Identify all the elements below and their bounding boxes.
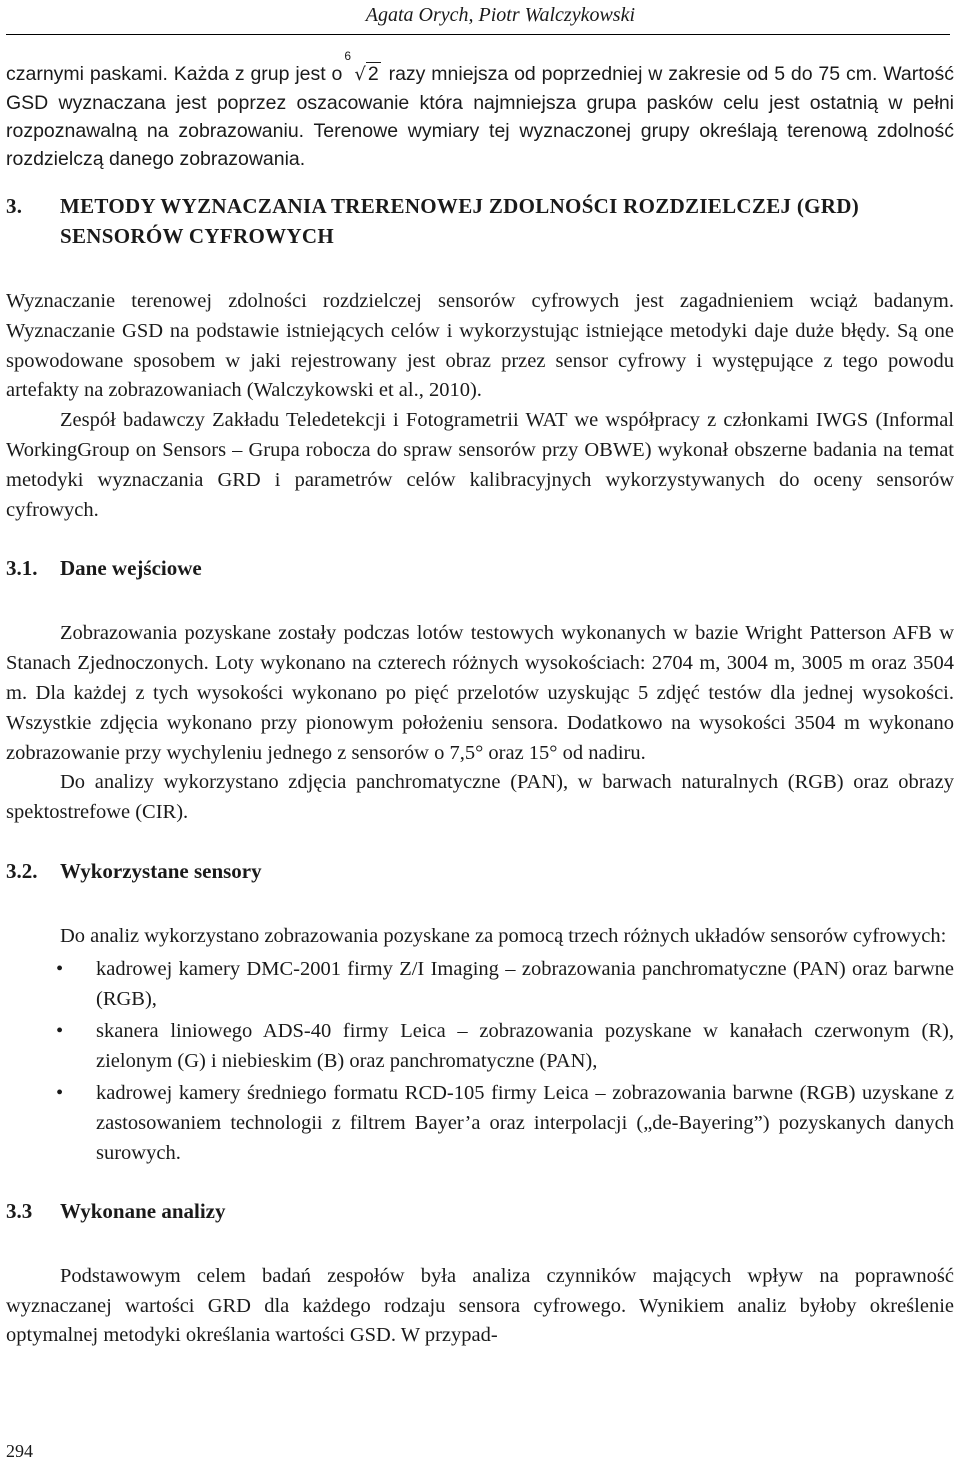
spacer xyxy=(6,1226,954,1262)
bullet-icon: • xyxy=(56,1019,64,1042)
section-3-1-heading xyxy=(6,553,954,583)
section-3-1-title: Dane wejściowe xyxy=(60,556,202,581)
section-3-2-title: Wykorzystane sensory xyxy=(60,858,262,883)
spacer xyxy=(6,583,954,619)
header-rule xyxy=(6,34,950,35)
sensor-list xyxy=(6,954,954,1168)
section-3-3-title: Wykonane analizy xyxy=(60,1198,226,1223)
section-3-paragraph-1: Wyznaczanie terenowej zdolności rozdzielczej sensorów cyfrowych jest zagadnieniem wciąż badanym. Wyznaczanie GSD na podstawie istniejących celów i wykorzystując istniejące metodyki daje duże błędy. Są one spowodowane sposobem w jaki rejestrowany jest obraz przez sensor cyfrowy i występujące z tego powodu artefakty na zobrazowaniach (Walczykowski et al., 2010). xyxy=(6,290,954,402)
section-3-3-paragraph-1: Podstawowym celem badań zespołów była analiza czynników mających wpływ na poprawność wyznaczanej wartości GRD dla każdego rodzaju sensora cyfrowego. Wynikiem analiz byłoby określenie optymalnej metodyki określania wartości GSD. W przypad- xyxy=(6,1264,954,1347)
spacer xyxy=(6,251,954,287)
running-header xyxy=(0,0,960,40)
section-3-title: METODY WYZNACZANIA TRERENOWEJ ZDOLNOŚCI ROZDZIELCZEJ (GRD) SENSORÓW CYFROWYCH xyxy=(60,194,860,248)
list-item-text: skanera liniowego ADS-40 firmy Leica – zobrazowania pozyskane w kanałach czerwonym (R), zielonym (G) i niebieskim (B) oraz panchromatyczne (PAN), xyxy=(96,1019,954,1072)
section-3-1-number: 3.1. xyxy=(6,556,38,581)
root-radicand: 2 xyxy=(367,63,379,85)
section-3-paragraph-2: Zespół badawczy Zakładu Teledetekcji i Fotogrametrii WAT we współpracy z członkami IWGS (Informal WorkingGroup on Sensors – Grupa robocza do spraw sensorów przy OBWE) wykonał obszerne badania na temat metodyki wyznaczania GRD i parametrów celów kalibracyjnych wykorzystywanych do oceny sensorów cyfrowych. xyxy=(6,409,954,521)
page-body xyxy=(6,49,955,1351)
section-3-1-paragraph-1: Zobrazowania pozyskane zostały podczas lotów testowych wykonanych w bazie Wright Patterson AFB w Stanach Zjednoczonych. Loty wykonano na czterech różnych wysokościach: 2704 m, 3004 m, 3005 m oraz 3504 m. Dla każdej z tych wysokości wykonano po pięć przelotów uzyskując 5 zdjęć testów dla jednej wysokości. Wszystkie zdjęcia wykonano przy pionowym położeniu sensora. Dodatkowo na wysokości 3504 m wykonano zobrazowanie przy wychyleniu jednego z sensorów o 7,5° oraz 15° od nadiru. xyxy=(6,622,954,764)
section-3-2-heading xyxy=(6,856,954,886)
list-item-text: kadrowej kamery średniego formatu RCD-105 firmy Leica – zobrazowania barwne (RGB) uzyskane z zastosowaniem technologii z filtrem Bayer’a oraz interpolacji („de-Bayering”) pozyskanych danych surowych. xyxy=(96,1081,954,1164)
root-index: 6 xyxy=(344,49,352,63)
list-item-text: kadrowej kamery DMC-2001 firmy Z/I Imaging – zobrazowania panchromatyczne (PAN) oraz barwne (RGB), xyxy=(96,957,954,1010)
intro-text-before: czarnymi paskami. Każda z grup jest o xyxy=(6,63,343,85)
radical-sign-icon: √ xyxy=(354,64,366,85)
spacer xyxy=(6,886,954,922)
section-3-1-paragraph-2: Do analizy wykorzystano zdjęcia panchromatyczne (PAN), w barwach naturalnych (RGB) oraz obrazy spektostrefowe (CIR). xyxy=(6,771,954,824)
section-3-2-number: 3.2. xyxy=(6,858,38,883)
bullet-icon: • xyxy=(56,957,64,980)
intro-text-after: razy mniejsza od poprzedniej w zakresie od 5 do 75 cm. Wartość GSD wyznaczana jest poprzez oszacowanie która najmniejsza grupa pasków celu jest ostatnią w pełni rozpoznawalną na zobrazowaniu. Terenowe wymiary tej wyznaczonej grupy określają terenową zdolność rozdzielczą danego zobrazowania. xyxy=(6,63,955,170)
bullet-icon: • xyxy=(56,1081,64,1104)
section-3-2-paragraph-1: Do analiz wykorzystano zobrazowania pozyskane za pomocą trzech różnych układów sensorów cyfrowych: xyxy=(60,924,947,947)
intro-paragraph xyxy=(6,49,955,173)
page-number: 294 xyxy=(6,1441,33,1461)
section-3-heading xyxy=(6,191,954,251)
section-3-number: 3. xyxy=(6,194,23,218)
section-3-3-number: 3.3 xyxy=(6,1198,33,1223)
sixth-root-formula xyxy=(344,49,380,89)
list-item xyxy=(6,1016,954,1076)
list-item xyxy=(6,954,954,1014)
list-item xyxy=(6,1078,954,1168)
header-author: Agata Orych, Piotr Walczykowski xyxy=(365,4,635,26)
section-3-3-heading xyxy=(6,1196,954,1226)
